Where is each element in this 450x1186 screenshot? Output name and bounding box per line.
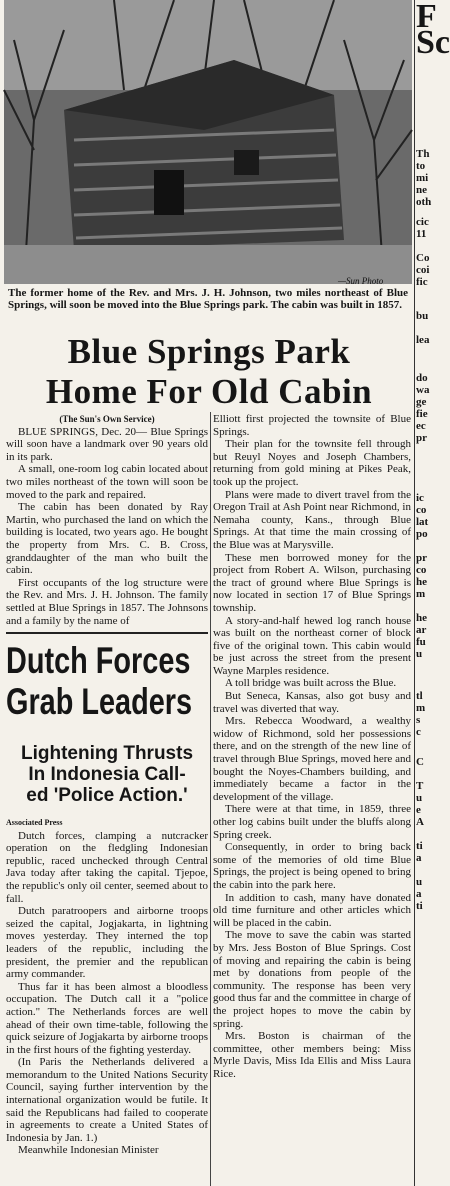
article1-paragraph: Mrs. Boston is chairman of the committee, other members being: Miss Myrle Davis, Miss Ida Ellis and Miss Laura Rice. [213,1030,411,1080]
adjacent-fragment: po [416,528,428,540]
article1-byline: (The Sun's Own Service) [59,414,155,424]
adjacent-fragment: cic [416,216,429,228]
article2-headline [6,640,209,722]
article1-headline [6,332,412,412]
adjacent-fragment: pr [416,432,427,444]
adjacent-fragment: lea [416,334,430,346]
article1-paragraph: Plans were made to divert travel from the Oregon Trail at Ash Point near Richmond, in Nemaha county, Kans., through Blue Springs. At that time the main crossing of the Blue was at Marysville. [213,488,411,551]
adjacent-fragment: u [416,648,423,660]
adjacent-fragment: lat [416,516,429,528]
article1-paragraph: BLUE SPRINGS, Dec. 20— Blue Springs will soon have a landmark over 90 years old in its park. [6,425,208,463]
adjacent-fragment: coi [416,264,430,276]
adjacent-fragment: to [416,160,426,172]
article1-paragraph: The cabin has been donated by Ray Martin, who purchased the land on which the building is located, two years ago. He bought the property from Mrs. C. B. Cross, granddaughter of the man who built the cabin. [6,501,208,577]
adjacent-fragment: fu [416,636,426,648]
adjacent-fragment: do [416,372,428,384]
adjacent-fragment: Sc [416,24,450,61]
article2-paragraph: (In Paris the Netherlands delivered a memorandum to the United Nations Security Council, saying further intervention by the international organization would be futile. It said the Republicans had failed to cooperate in agreements to create a United States of Indonesia by Jan. 1.) [6,1056,208,1144]
adjacent-fragment: u [416,876,423,888]
article1-paragraph: Consequently, in order to bring back some of the memories of old time Blue Springs, the project is being opened to bring the cabin into the park here. [213,841,411,891]
article2-source: Associated Press [6,818,63,827]
adjacent-fragment: tl [416,690,423,702]
article1-paragraph: First occupants of the log structure were the Rev. and Mrs. J. H. Johnson. The family settled at Blue Springs in 1857. The Johnsons and a family by the name of [6,576,208,627]
article1-paragraph: These men borrowed money for the project from Robert A. Wilson, purchasing the tract of ground where Blue Springs is now located in section 17 of Blue Springs township. [213,551,411,614]
article1-paragraph: Their plan for the townsite fell through but Reuyl Noyes and Joseph Chambers, returning from gold mining at Pikes Peak, took up the project. [213,438,411,488]
adjacent-fragment: m [416,702,426,714]
article2-paragraph: Dutch paratroopers and airborne troops seized the capital, Jogjakarta, in lightning moves yesterday. They interned the top leaders of the republic, including the president, the premier and the republican army commander. [6,905,208,981]
adjacent-fragment: u [416,792,423,804]
cabin-photo-illustration [4,0,412,284]
adjacent-fragment: 11 [416,228,427,240]
adjacent-fragment: a [416,852,422,864]
adjacent-fragment: ne [416,184,427,196]
adjacent-fragment: s [416,714,421,726]
article2-paragraph: Meanwhile Indonesian Minister [18,1144,159,1157]
adjacent-fragment: co [416,504,427,516]
adjacent-fragment: pr [416,552,427,564]
article1-paragraph: A small, one-room log cabin located about two miles northeast of the town will soon be moved to the park and repaired. [6,463,208,501]
adjacent-fragment: co [416,564,427,576]
adjacent-fragment: e [416,804,421,816]
article1-paragraph: But Seneca, Kansas, also got busy and travel was diverted that way. [213,690,411,715]
adjacent-fragment: ti [416,840,423,852]
adjacent-fragment: fie [416,408,428,420]
adjacent-fragment: ec [416,420,426,432]
article1-headline-line1: Blue Springs Park [67,332,351,371]
adjacent-fragment: A [416,816,424,828]
article1-left-column [6,413,208,627]
article2-headline-line1: Dutch Forces [6,640,191,681]
article1-paragraph: A story-and-half hewed log ranch house was built on the northeast corner of block five of the original town. This cabin would be just across the street from the present Wayne Marples residence. [213,614,411,677]
adjacent-fragment: c [416,726,421,738]
column-divider [210,412,211,1186]
photo-credit: —Sun Photo [338,276,384,286]
adjacent-fragment: ti [416,900,423,912]
adjacent-fragment: oth [416,196,432,208]
adjacent-fragment: m [416,588,426,600]
article1-paragraph: The move to save the cabin was started by Mrs. Jess Boston of Blue Springs. Cost of moving and repairing the cabin is being met by donations from people of the community. The response has been very good thus far and the committee in charge of the project hopes to move the cabin by spring. [213,929,411,1030]
photo-caption: The former home of the Rev. and Mrs. J. H. Johnson, two miles northeast of Blue Springs, will soon be moved into the Blue Springs park. The cabin was built in 1857. [8,287,408,311]
adjacent-fragment: mi [416,172,429,184]
article1-paragraph: A toll bridge was built across the Blue. [225,677,397,690]
adjacent-fragment: a [416,888,422,900]
article-separator [6,632,208,634]
adjacent-fragment: Co [416,252,430,264]
adjacent-fragment: he [416,612,427,624]
adjacent-fragment: T [416,780,424,792]
adjacent-fragment: ar [416,624,427,636]
article2-paragraph: Dutch forces, clamping a nutcracker operation on the fledgling Indonesian republic, raced unchecked through Central Java today after taking the capital. Tjepoe, the republic's only oil center, seemed about to fall. [6,829,208,905]
cabin-photo [4,0,412,284]
adjacent-fragment: ge [416,396,427,408]
adjacent-fragment: F [416,0,437,35]
article1-paragraph: There were at that time, in 1859, three other log cabins built under the bluffs along Spring creek. [213,803,411,841]
adjacent-fragment: ic [416,492,424,504]
article2-subheadline-line3: ed 'Police Action.' [26,785,188,806]
adjacent-column [416,0,450,1186]
article2-column [6,817,208,1157]
adjacent-fragment: fic [416,276,428,288]
column-divider [414,0,415,1186]
article1-right-column [213,413,411,1080]
article1-paragraph: In addition to cash, many have donated old time furniture and other articles which will be placed in the cabin. [213,891,411,929]
article2-subheadline [6,743,208,806]
adjacent-fragment: Th [416,148,430,160]
adjacent-fragment: bu [416,310,429,322]
adjacent-fragment: wa [416,384,430,396]
article2-subheadline-line1: Lightening Thrusts [20,743,194,764]
article1-paragraph: Elliott first projected the townsite of Blue Springs. [213,413,411,438]
article2-paragraph: Thus far it has been almost a bloodless occupation. The Dutch call it a "police action." The Netherlands forces are well ahead of their own time-table, following the quick seizure of Jogjakarta by airborne troops in the first hours of the fighting yesterday. [6,980,208,1056]
article1-paragraph: Mrs. Rebecca Woodward, a wealthy widow of Richmond, sold her possessions there, and on the strength of the new line of travel through Blue Springs, moved here and bought the Noyes-Chambers building, and immediately became a factor in the development of the village. [213,715,411,803]
article2-headline-line2: Grab Leaders [6,681,193,722]
adjacent-fragment: C [416,756,424,768]
article1-headline-line2: Home For Old Cabin [45,372,373,411]
adjacent-fragment: he [416,576,427,588]
article2-subheadline-line2: In Indonesia Call- [28,764,186,785]
